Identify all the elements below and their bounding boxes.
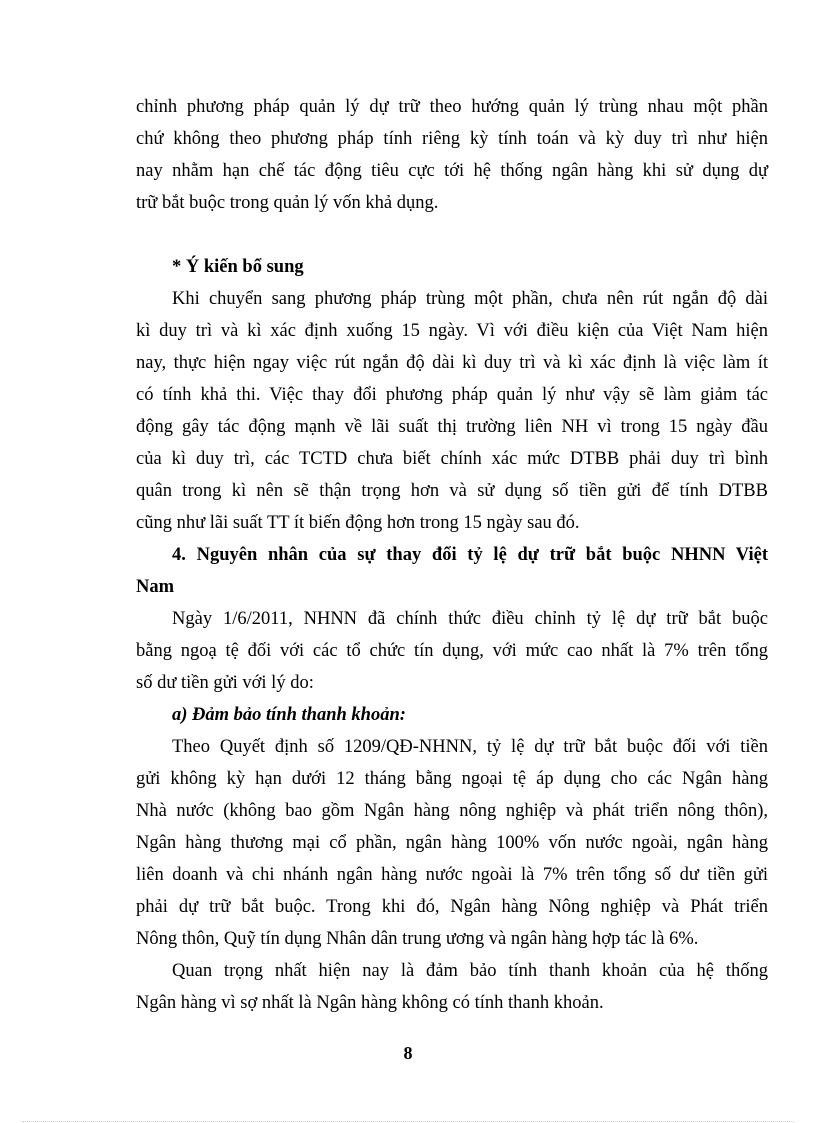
paragraph-line: Ngân hàng thương mại cổ phần, ngân hàng 100% vốn nước ngoài, ngân hàng [136,833,768,853]
paragraph-line: kì duy trì và kì xác định xuống 15 ngày. Vì với điều kiện của Việt Nam hiện [136,321,768,341]
paragraph-line: chỉnh phương pháp quản lý dự trữ theo hướng quản lý trùng nhau một phần [136,97,768,117]
paragraph-line: động gây tác động mạnh về lãi suất thị trường liên NH vì trong 15 ngày đầu [136,417,768,437]
paragraph-line: quân trong kì nên sẽ thận trọng hơn và sử dụng số tiền gửi để tính DTBB [136,481,768,501]
paragraph-line: Nhà nước (không bao gồm Ngân hàng nông nghiệp và phát triển nông thôn), [136,801,768,821]
paragraph-line: của kì duy trì, các TCTD chưa biết chính xác mức DTBB phải duy trì bình [136,449,768,469]
paragraph-line: Ngày 1/6/2011, NHNN đã chính thức điều chỉnh tỷ lệ dự trữ bắt buộc [172,609,768,629]
subheading: a) Đảm bảo tính thanh khoản: [172,705,406,725]
paragraph-line: chứ không theo phương pháp tính riêng kỳ tính toán và kỳ duy trì như hiện [136,129,768,149]
decision-paragraph [136,731,768,955]
paragraph-line: Ngân hàng vì sợ nhất là Ngân hàng không có tính thanh khoản. [136,993,604,1013]
paragraph-line: Theo Quyết định số 1209/QĐ-NHNN, tỷ lệ dự trữ bắt buộc đối với tiền [172,737,768,757]
conclusion-paragraph [136,955,768,1019]
paragraph-line: nay nhằm hạn chế tác động tiêu cực tới hệ thống ngân hàng khi sử dụng dự [136,161,768,181]
paragraph-line: có tính khả thi. Việc thay đổi phương pháp quản lý như vậy sẽ làm giảm tác [136,385,768,405]
paragraph-line: phải dự trữ bắt buộc. Trong khi đó, Ngân hàng Nông nghiệp và Phát triển [136,897,768,917]
document-body [136,91,768,1019]
page-number: 8 [403,1043,413,1063]
section-heading-line: 4. Nguyên nhân của sự thay đổi tỷ lệ dự trữ bắt buộc NHNN Việt [172,545,768,565]
section-intro-paragraph [136,603,768,699]
paragraph-line: gửi không kỳ hạn dưới 12 tháng bằng ngoại tệ áp dụng cho các Ngân hàng [136,769,768,789]
paragraph-line: bằng ngoạ tệ đối với các tổ chức tín dụng, với mức cao nhất là 7% trên tổng [136,641,768,661]
paragraph-spacer [136,219,768,251]
paragraph-line: Nông thôn, Quỹ tín dụng Nhân dân trung ương và ngân hàng hợp tác là 6%. [136,929,699,949]
page-bottom-divider [22,1121,794,1122]
paragraph-line: số dư tiền gửi với lý do: [136,673,314,693]
opinion-paragraph [136,283,768,539]
intro-paragraph [136,91,768,219]
paragraph-line: cũng như lãi suất TT ít biến động hơn trong 15 ngày sau đó. [136,513,580,533]
paragraph-line: liên doanh và chi nhánh ngân hàng nước ngoài là 7% trên tổng số dư tiền gửi [136,865,768,885]
section-heading [136,539,768,603]
section-heading-line: Nam [136,577,175,597]
paragraph-line: trữ bắt buộc trong quản lý vốn khả dụng. [136,193,439,213]
paragraph-line: nay, thực hiện ngay việc rút ngắn độ dài kì duy trì và kì xác định là việc làm ít [136,353,768,373]
paragraph-line: Quan trọng nhất hiện nay là đảm bảo tính thanh khoản của hệ thống [172,961,768,981]
opinion-heading: * Ý kiến bổ sung [172,257,304,277]
paragraph-line: Khi chuyển sang phương pháp trùng một phần, chưa nên rút ngắn độ dài [172,289,768,309]
